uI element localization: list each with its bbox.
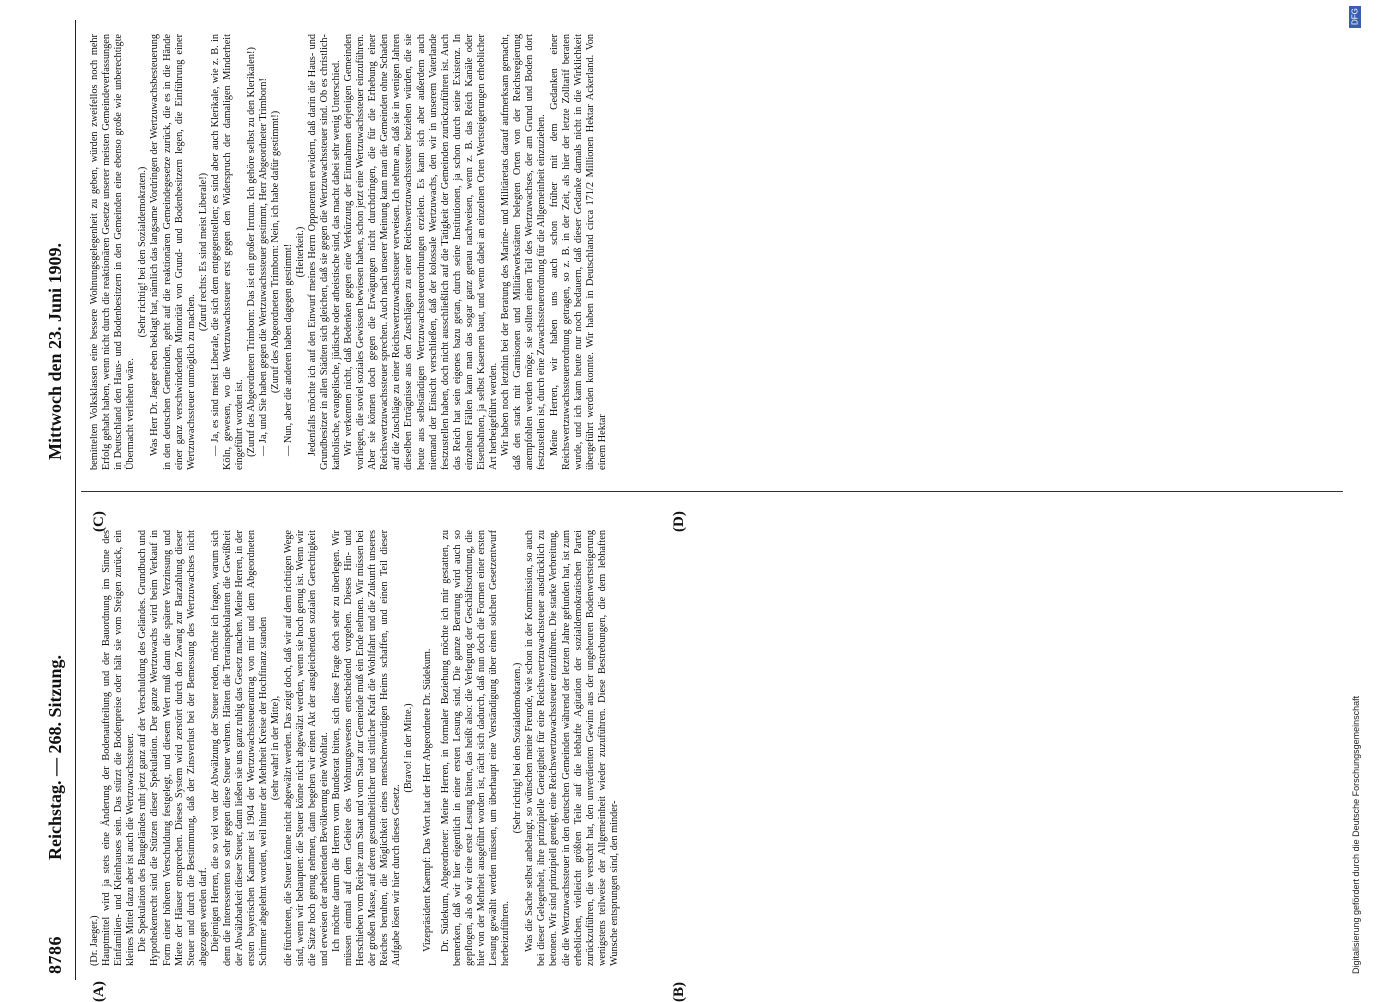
- paragraph: Meine Herren, wir haben uns auch schon früher mit dem Gedanken einer Reichswertzuwachssteuerordnung getragen, so z. B. in der Zeit, als hier der letzte Zolltarif beraten wurde, und ich kann heute nur noch bedauern, daß dieser Gedanke damals nicht in die Wirklichkeit übergeführt werden konnte. Wir haben in Deutschland circa 171/2 Millionen Hektar Ackerland. Von einem Hektar: [548, 34, 608, 470]
- paragraph: — Ja, und Sie haben gegen die Wertzuwachssteuer gestimmt, Herr Abgeordneter Trimborn!: [258, 78, 270, 456]
- column-divider: [81, 491, 1343, 492]
- document-page: [31, 20, 1351, 1002]
- interjection: (Zuruf des Abgeordneten Trimborn: Das ist ein großer Irrtum. Ich gehöre selbst zu den Klerikalen!): [246, 47, 258, 457]
- speaker-note: (Dr. Jaeger.): [89, 915, 100, 966]
- digitization-credit: Digitalisierung gefördert durch die Deutsche Forschungsgemeinschaft: [1351, 695, 1361, 974]
- paragraph: — Nun, aber die anderen haben dagegen gestimmt!: [282, 243, 294, 456]
- running-title-right: Mittwoch den 23. Juni 1909.: [45, 242, 65, 460]
- interjection: (Sehr richtig! bei den Sozialdemokraten.): [512, 662, 524, 834]
- paragraph: Dr. Südekum, Abgeordneter: Meine Herren, in formaler Beziehung möchte ich mir gestatten, zu bemerken, daß wir hier eigentlich in einer ersten Lesung sind. Die ganze Beratung wird auch so gepflogen, als ob wir eine erste Lesung hätten, das heißt also: die Verlegung der Geschäftsordnung, die hier von der Mehrheit ausgeführt worden ist, rächt sich dadurch, daß nun doch die Formen einer ersten Lesung gewählt werden müssen, um überhaupt eine Verständigung über einen solchen Gesetzentwurf herbeizuführen.: [439, 530, 512, 966]
- running-title-left: Reichstag. — 268. Sitzung.: [45, 654, 65, 860]
- right-column: [89, 34, 1347, 470]
- interjection: (Zuruf rechts: Es sind meist Liberale!): [197, 172, 209, 332]
- paragraph: Hauptmittel wird ja stets eine Änderung der Bodenaufteilung und der Bauordnung im Sinne des Einfamilien- und Kleinhauses sein. Das stürzt die Bodenpreise oder hält sie vom Steigen zurück, ein kleines Mittel dazu aber ist auch die Wertzuwachssteuer.: [101, 530, 137, 966]
- margin-mark-d: (D): [671, 511, 687, 532]
- interjection: (Zuruf des Abgeordneten Trimborn: Nein, ich habe dafür gestimmt!): [270, 110, 282, 394]
- interjection: (Bravo! in der Mitte.): [403, 703, 415, 793]
- paragraph: Was Herr Dr. Jaeger eben beklagt hat, nämlich das langsame Vordringen der Wertzuwachsbesteuerung in den deutschen Gemeinden, geht auf die reaktionären Gemeindegesetze zurück, die es in die Hände einer ganz verschwindenden Minorität von Grund- und Bodenbesitzern legen, die Einführung einer Wertzuwachssteuer unmöglich zu machen.: [149, 34, 197, 470]
- page-number: 8786: [45, 936, 65, 974]
- margin-mark-b: (B): [671, 982, 687, 1002]
- left-column: [89, 530, 1347, 966]
- margin-mark-a: (A): [91, 981, 107, 1002]
- paragraph: die fürchteten, die Steuer könne nicht abgewälzt werden. Das zeigt doch, daß wir auf dem richtigen Wege sind, wenn wir behaupten: die Steuer könne nicht abgewälzt werden, wenn sie hoch genug ist. Wenn wir die Sätze hoch genug nehmen, dann begehen wir einen Akt der ausgleichenden sozialen Gerechtigkeit und erweisen der arbeitenden Bevölkerung eine Wohltat.: [282, 530, 330, 966]
- paragraph: Was die Sache selbst anbelangt, so wünschen meine Freunde, wie schon in der Kommission, so auch bei dieser Gelegenheit, ihre prinzipielle Geneigtheit für eine Reichswertzuwachssteuer ausdrücklich zu betonen. Wir sind prinzipiell geneigt, eine Reichswertzuwachssteuer einzuführen. Die starke Verbreitung, die die Wertzuwachssteuer in den deutschen Gemeinden während der letzten Jahre gefunden hat, ist zum erheblichen, vielleicht größten Teile auf die lebhafte Agitation der sozialdemokratischen Partei zurückzuführen, die versucht hat, den unverdienten Gewinn aus der ungeheuren Bodenwertsteigerung wenigstens teilweise der Allgemeinheit wieder zuzuführen. Diese Bestrebungen, die dem lebhaften Wunsche entsprungen sind, den minder-: [524, 530, 620, 966]
- dfg-logo: DFG: [1349, 6, 1361, 28]
- paragraph: Die Spekulation des Baugeländes ruht jetzt ganz auf der Verschuldung des Geländes. Grundbuch und Hypothekenrecht sind die Stützen dieser Spekulation. Der ganze Wertzuwachs wird beim Verkauf in Form einer höheren Verschuldung festgelegt, und diesem Wert muß dann die spätere Verzinsung und Miete der Häuser entsprechen. Dieses System wird zerstört durch den Zwang zur Barzahlung dieser Steuer und durch die Bestimmung, daß der Zinsverlust bei der Bemessung des Wertzuwachses nicht abgezogen werden darf.: [137, 530, 209, 966]
- paragraph: Vizepräsident Kaempf: Das Wort hat der Herr Abgeordnete Dr. Südekum.: [421, 648, 433, 952]
- paragraph: Diejenigen Herren, die so viel von der Abwälzung der Steuer reden, möchte ich fragen, warum sich denn die Interessenten so sehr gegen diese Steuer wehren. Hätten die Terrainspekulanten die Gewißheit der Abwälzbarkeit dieser Steuer, dann ließen sie uns ganz ruhig das Gesetz machen. Meine Herren, in der ersten bayerischen Kammer ist 1904 der Wertzuwachssteuerantrag von mir und dem Abgeordneten Schirmer abgelehnt worden, weil hinter der Mehrheit Kreise der Hochfinanz standen: [209, 530, 270, 966]
- paragraph: — Ja, es sind meist Liberale, die sich dem entgegenstellen; es sind aber auch Klerikale, wie z. B. in Köln, gewesen, wo die Wertzuwachssteuer erst gegen den Widerspruch der damaligen Minderheit eingeführt worden ist.: [209, 34, 246, 470]
- paragraph: Wir verkennen nicht, daß Bedenken gegen eine Verkürzung der Einnahmen derjenigen Gemeinden vorliegen, die soviel soziales Gewissen bewiesen haben, schon jetzt eine Wertzuwachssteuer einzuführen. Aber sie können doch gegen die Erwägungen nicht durchdringen, die für die Erhebung einer Reichswertzuwachssteuer sprechen. Auch nach unserer Meinung kann man die Gemeinden ohne Schaden auf die Zuschläge zu einer Reichswertzuwachssteuer verweisen. Ich nehme an, daß sie in wenigen Jahren dieselben Erträgnisse aus den Zuschlägen zu einer Reichswertzuwachssteuer beziehen würden, die sie heute aus selbständigen Wertzuwachssteuerordnungen erzielen. Es kann sich aber außerdem auch niemand der Einsicht verschließen, daß der kolossale Wertzuwachs, den wir in unserem Vaterlande festzustellen haben, doch nicht ausschließlich auf die Tätigkeit der Gemeinden zurückzuführen ist. Auch das Reich hat sein eigenes bazu getan, durch seine Institutionen, ja schon durch seine Existenz. In einzelnen Fällen kann man das sogar ganz genau nachweisen, wenn z. B. das Reich Kanäle oder Eisenbahnen, ja selbst Kasernen baut, und wenn dabei an einzelnen Orten Wertsteigerungen erheblicher Art herbeigeführt werden.: [342, 34, 500, 470]
- interjection: (Heiterkeit.): [294, 226, 306, 278]
- margin-mark-c: (C): [91, 511, 107, 532]
- paragraph: Wir haben noch letzthin bei der Beratung des Marine- und Militäretats darauf aufmerksam gemacht, daß den stark mit Garnisonen und Militärwerkstätten belegten Orten von der Reichsregierung anempfohlen werden möge, sie sollten einen Teil des Wertzuwachses, der am Grund und Boden dort festzustellen ist, durch eine Zuwachssteuerordnung für die Allgemeinheit einzuziehen.: [500, 34, 548, 470]
- paragraph: Ich möchte darum die Herren vom Bundesrat bitten, sich diese Frage doch sehr zu überlegen. Wir müssen einmal auf dem Gebiete des Wohnungswesens entscheidend vorgehen. Dieses Hin- und Herschieben vom Reiche zum Staat und vom Staat zur Gemeinde muß ein Ende nehmen. Wir müssen bei der großen Masse, auf deren gesundheitlicher und sittlicher Kraft die Wohlfahrt und die Zukunft unseres Reiches beruhen, die Möglichkeit eines menschenwürdigen Heims schaffen, und einen Teil dieser Aufgabe lösen wir hier durch dieses Gesetz.: [330, 530, 403, 966]
- page-header: [31, 20, 76, 980]
- paragraph: Jedenfalls möchte ich auf den Einwurf meines Herrn Opponenten erwidern, daß darin die Haus- und Grundbesitzer in allen Städten sich gleichen, daß sie gegen die Wertzuwachssteuer sind. Ob es christlich-katholische, evangelische, jüdische oder atheistische sind, das macht dabei sehr wenig Unterschied.: [306, 34, 342, 470]
- paragraph: bemittelten Volksklassen eine bessere Wohnungsgelegenheit zu geben, würden zweifellos noch mehr Erfolg gehabt haben, wenn nicht durch die reaktionären Gesetze unserer meisten Gemeindeverfassungen in Deutschland den Haus- und Bodenbesitzern in den Gemeinden eine ebenso große wie unberechtigte Übermacht verliehen wäre.: [89, 34, 137, 470]
- interjection: (sehr wahr! in der Mitte),: [270, 695, 282, 801]
- interjection: (Sehr richtig! bei den Sozialdemokraten.): [137, 166, 149, 338]
